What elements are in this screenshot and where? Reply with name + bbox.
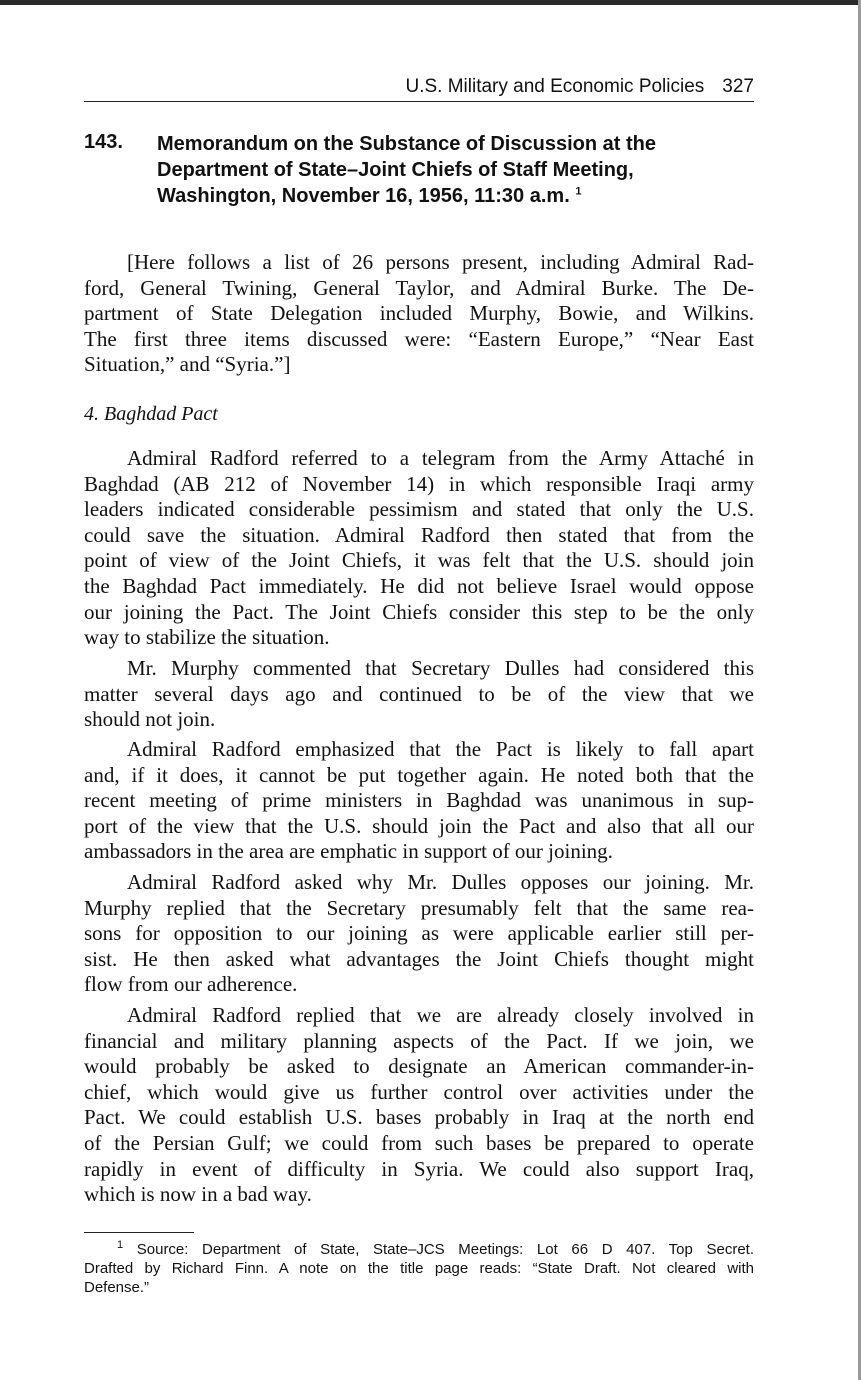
footnote-marker: 1 (117, 1239, 124, 1251)
running-head (84, 75, 754, 102)
text-line: The first three items discussed were: “Eastern Europe,” “Near East (84, 326, 754, 351)
text-line: should not join. (84, 707, 216, 732)
text-line: Admiral Radford referred to a telegram from the Army Attaché in (127, 446, 754, 470)
paragraph-5 (84, 1003, 754, 1208)
title-line: Department of State–Joint Chiefs of Staff Meeting, (157, 159, 634, 181)
footnote-line: Defense.” (84, 1279, 150, 1296)
text-line: partment of State Delegation included Murphy, Bowie, and Wilkins. (84, 301, 754, 326)
title-line (157, 183, 737, 209)
text-line: flow from our adherence. (84, 972, 298, 997)
footnote-line (84, 1240, 754, 1259)
text-line: could save the situation. Admiral Radford then stated that from the (84, 522, 754, 547)
text-line: Admiral Radford asked why Mr. Dulles opposes our joining. Mr. (127, 870, 754, 894)
title-line-text: Washington, November 16, 1956, 11:30 a.m. (157, 185, 570, 207)
paragraph-1 (84, 446, 754, 651)
page-top-edge (0, 0, 861, 5)
document-title (157, 131, 737, 209)
text-line: the Baghdad Pact immediately. He did not believe Israel would oppose (84, 573, 754, 598)
paragraph-2 (84, 656, 754, 733)
text-line: which is now in a bad way. (84, 1182, 312, 1207)
text-line: Mr. Murphy commented that Secretary Dulles had considered this (127, 656, 754, 680)
text-line: sons for opposition to our joining as were applicable earlier still per- (84, 921, 754, 946)
text-line: ford, General Twining, General Taylor, and Admiral Burke. The De- (84, 275, 754, 300)
page-number: 327 (722, 76, 754, 97)
running-head-title: U.S. Military and Economic Policies (405, 76, 705, 97)
paragraph-4 (84, 870, 754, 998)
paragraph-3 (84, 737, 754, 865)
text-line: Situation,” and “Syria.”] (84, 352, 291, 377)
document-number: 143. (84, 131, 123, 153)
title-line: Memorandum on the Substance of Discussion at the (157, 133, 656, 155)
footnote-text: Source: Department of State, State–JCS Meetings: Lot 66 D 407. Top Secret. (136, 1241, 755, 1258)
section-heading: 4. Baghdad Pact (84, 403, 218, 425)
text-line: ambassadors in the area are emphatic in support of our joining. (84, 839, 613, 864)
text-line: sist. He then asked what advantages the Joint Chiefs thought might (84, 946, 754, 971)
text-line: Pact. We could establish U.S. bases probably in Iraq at the north end (84, 1105, 754, 1130)
text-line: Admiral Radford replied that we are already closely involved in (127, 1003, 754, 1027)
text-line: rapidly in event of difficulty in Syria. We could also support Iraq, (84, 1156, 754, 1181)
text-line: way to stabilize the situation. (84, 625, 330, 650)
text-line: chief, which would give us further control over activities under the (84, 1079, 754, 1104)
text-line: leaders indicated considerable pessimism and stated that only the U.S. (84, 497, 754, 522)
text-line: recent meeting of prime ministers in Baghdad was unanimous in sup- (84, 788, 754, 813)
text-line: [Here follows a list of 26 persons present, including Admiral Rad- (127, 250, 754, 274)
text-line: and, if it does, it cannot be put together again. He noted both that the (84, 762, 754, 787)
text-line: of the Persian Gulf; we could from such bases be prepared to operate (84, 1130, 754, 1155)
title-footnote-marker: 1 (575, 185, 582, 198)
text-line: would probably be asked to designate an American commander-in- (84, 1054, 754, 1079)
footnote (84, 1240, 754, 1297)
footnote-rule (84, 1232, 194, 1233)
text-line: financial and military planning aspects of the Pact. If we join, we (84, 1028, 754, 1053)
text-line: our joining the Pact. The Joint Chiefs consider this step to be the only (84, 599, 754, 624)
text-line: point of view of the Joint Chiefs, it was felt that the U.S. should join (84, 548, 754, 573)
text-line: matter several days ago and continued to be of the view that we (84, 681, 754, 706)
editorial-note (84, 250, 754, 378)
text-line: port of the view that the U.S. should join the Pact and also that all our (84, 813, 754, 838)
text-line: Murphy replied that the Secretary presumably felt that the same rea- (84, 895, 754, 920)
text-line: Admiral Radford emphasized that the Pact is likely to fall apart (127, 737, 754, 761)
footnote-line: Drafted by Richard Finn. A note on the title page reads: “State Draft. Not cleared with (84, 1260, 754, 1277)
text-line: Baghdad (AB 212 of November 14) in which responsible Iraqi army (84, 471, 754, 496)
